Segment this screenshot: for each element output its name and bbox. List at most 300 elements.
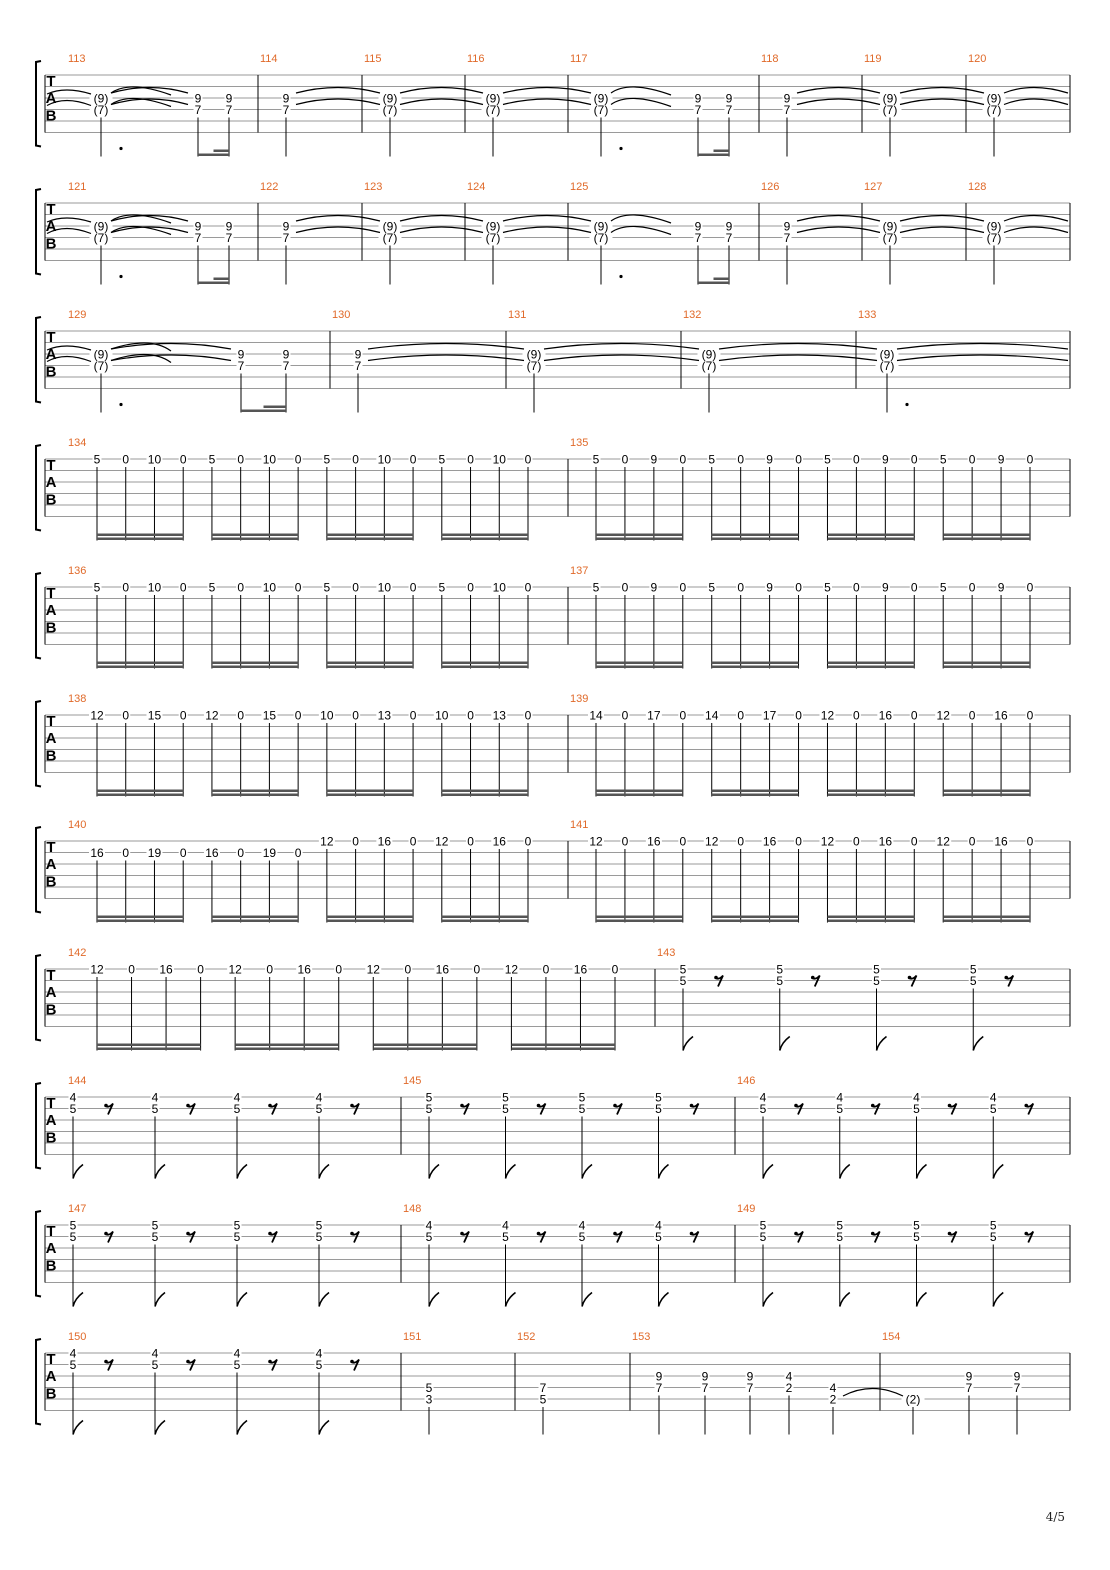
fret-number: 0 — [968, 708, 976, 723]
beam — [827, 920, 914, 923]
tie — [368, 355, 524, 361]
beam — [943, 794, 1030, 797]
fret-number: 0 — [467, 452, 474, 467]
measure-number: 142 — [68, 947, 87, 959]
fret-number: 0 — [237, 846, 245, 860]
fret-number: 5 — [655, 1102, 662, 1116]
beam — [327, 920, 413, 923]
fret-number: 4 — [233, 1346, 241, 1361]
tie — [296, 88, 380, 94]
fret-number: (9) — [593, 91, 609, 106]
system-3 — [36, 317, 1070, 413]
fret-number: (7) — [382, 103, 398, 117]
beam — [712, 666, 799, 669]
tab-clef-letter: B — [45, 619, 57, 637]
fret-number: 5 — [438, 452, 446, 467]
measure-number: 117 — [570, 53, 588, 65]
fret-number: 7 — [783, 231, 791, 245]
eighth-rest-dot — [350, 1104, 354, 1108]
fret-number: 5 — [323, 580, 331, 595]
measure-number: 154 — [882, 1331, 901, 1343]
rhythm-dot — [619, 147, 622, 150]
beam — [511, 1048, 615, 1051]
eighth-rest-dot — [811, 976, 815, 980]
fret-number: 4 — [829, 1381, 837, 1395]
fret-number: 7 — [694, 103, 702, 117]
tab-clef-letter: T — [46, 712, 56, 730]
eighth-rest-dot — [908, 976, 912, 980]
measure-number: 149 — [737, 1203, 756, 1215]
fret-number: 0 — [266, 962, 274, 977]
fret-number: 10 — [320, 708, 334, 723]
beam — [198, 282, 229, 285]
fret-number: 4 — [989, 1090, 997, 1105]
beam — [712, 794, 799, 797]
fret-number: (7) — [93, 359, 109, 373]
measure-number: 129 — [68, 309, 87, 321]
fret-number: 17 — [762, 708, 777, 723]
beam — [596, 534, 683, 537]
eighth-rest-dot — [690, 1104, 694, 1108]
fret-number: 0 — [179, 708, 187, 723]
beam — [97, 662, 183, 665]
measure-number: 145 — [403, 1075, 422, 1087]
fret-number: 0 — [352, 708, 359, 723]
fret-number: 12 — [820, 708, 835, 723]
fret-number: (9) — [882, 219, 898, 234]
tie — [296, 227, 380, 233]
fret-number: 12 — [320, 834, 334, 849]
system-1 — [36, 61, 1070, 157]
tie — [900, 227, 984, 233]
tie — [368, 344, 524, 350]
fret-number: (7) — [986, 103, 1002, 117]
rhythm-dot — [119, 275, 122, 278]
fret-number: 4 — [785, 1369, 793, 1384]
tab-clef-letter: A — [45, 1112, 57, 1129]
fret-number: 5 — [873, 962, 880, 977]
fret-number: 4 — [69, 1346, 77, 1361]
fret-number: 9 — [766, 580, 773, 595]
tab-clef-letter: T — [46, 966, 56, 984]
fret-number: (7) — [93, 103, 109, 117]
eighth-rest-dot — [714, 976, 718, 980]
fret-number: 9 — [225, 91, 233, 106]
measure-number: 148 — [403, 1203, 422, 1215]
tab-clef-letter: A — [45, 730, 57, 747]
fret-number: 0 — [524, 452, 532, 467]
fret-number: 15 — [147, 708, 162, 723]
beam — [596, 794, 683, 797]
fret-number: 5 — [592, 452, 600, 467]
fret-number: 7 — [225, 103, 233, 117]
eighth-flag — [683, 1037, 693, 1051]
fret-number: 0 — [128, 962, 135, 977]
fret-number: 0 — [679, 580, 687, 595]
fret-number: 5 — [989, 1218, 997, 1233]
fret-number: 0 — [237, 452, 245, 467]
beam — [97, 920, 183, 923]
beam — [596, 790, 683, 793]
fret-number: 5 — [69, 1230, 77, 1244]
tie — [1004, 99, 1068, 105]
fret-number: 5 — [69, 1218, 77, 1233]
fret-number: 7 — [237, 359, 245, 373]
beam — [442, 916, 528, 919]
fret-number: 0 — [795, 452, 802, 467]
eighth-flag — [582, 1293, 592, 1307]
beam — [511, 1044, 615, 1047]
tab-clef-letter: B — [45, 1129, 57, 1147]
fret-number: 0 — [910, 708, 918, 723]
fret-number: 7 — [194, 103, 202, 117]
fret-number: 19 — [147, 846, 162, 860]
fret-number: 12 — [366, 962, 380, 977]
fret-number: 9 — [783, 91, 791, 106]
system-bracket — [36, 1339, 41, 1425]
eighth-rest-dot — [268, 1360, 272, 1364]
fret-number: 4 — [315, 1346, 323, 1361]
beam — [241, 410, 286, 413]
beam — [943, 666, 1030, 669]
fret-number: 4 — [759, 1090, 767, 1105]
fret-number: 9 — [225, 219, 233, 234]
measure-number: 119 — [864, 53, 882, 65]
fret-number: (9) — [593, 219, 609, 234]
fret-number: 16 — [994, 708, 1008, 723]
fret-number: 12 — [90, 708, 104, 723]
beam — [327, 666, 413, 669]
fret-number: 5 — [233, 1218, 241, 1233]
tab-clef-letter: T — [46, 328, 56, 346]
fret-number: 7 — [354, 359, 362, 373]
beam — [212, 790, 298, 793]
fret-number: 5 — [233, 1230, 241, 1244]
fret-number: 7 — [282, 231, 290, 245]
fret-number: 9 — [881, 580, 889, 595]
fret-number: 0 — [352, 834, 359, 849]
eighth-rest-dot — [871, 1232, 875, 1236]
fret-number: 0 — [294, 452, 302, 467]
fret-number: (9) — [485, 219, 501, 234]
eighth-flag — [506, 1165, 516, 1179]
fret-number: 7 — [282, 359, 290, 373]
fret-number: 9 — [655, 1369, 663, 1384]
beam — [97, 1044, 201, 1047]
measure-number: 134 — [68, 437, 87, 449]
fret-number: 5 — [93, 452, 101, 467]
tie — [400, 216, 483, 222]
page-number: 4/5 — [1045, 1510, 1065, 1524]
fret-number: 10 — [435, 708, 449, 723]
tie — [296, 216, 380, 222]
fret-number: 5 — [776, 974, 784, 988]
fret-number: 9 — [282, 91, 290, 106]
eighth-rest-dot — [537, 1232, 541, 1236]
beam — [442, 920, 528, 923]
fret-number: 5 — [315, 1230, 323, 1244]
fret-number: (7) — [382, 231, 398, 245]
fret-number: 0 — [237, 708, 245, 723]
fret-number: 0 — [1026, 834, 1034, 849]
beam — [714, 150, 730, 153]
fret-number: (9) — [986, 219, 1002, 234]
tie — [611, 98, 671, 106]
eighth-flag — [506, 1293, 516, 1307]
fret-number: 12 — [936, 834, 950, 849]
measure-number: 139 — [570, 693, 589, 705]
fret-number: 5 — [939, 452, 947, 467]
eighth-rest-dot — [1024, 1232, 1028, 1236]
system-2 — [36, 189, 1070, 285]
fret-number: 0 — [679, 708, 687, 723]
fret-number: 5 — [759, 1102, 767, 1116]
fret-number: 5 — [913, 1102, 920, 1116]
fret-number: 0 — [1026, 452, 1034, 467]
system-bracket — [36, 1083, 41, 1169]
fret-number: 16 — [994, 834, 1008, 849]
beam — [212, 662, 298, 665]
fret-number: 0 — [621, 580, 629, 595]
beam — [327, 662, 413, 665]
fret-number: 4 — [233, 1090, 241, 1105]
tie — [719, 344, 877, 350]
fret-number: 0 — [467, 834, 474, 849]
tab-clef-letter: B — [45, 1257, 57, 1275]
beam — [442, 662, 528, 665]
eighth-flag — [840, 1165, 850, 1179]
eighth-rest-dot — [613, 1232, 617, 1236]
fret-number: 5 — [233, 1102, 241, 1116]
fret-number: 5 — [578, 1230, 586, 1244]
measure-number: 123 — [364, 181, 383, 193]
tab-clef-letter: B — [45, 491, 57, 509]
beam — [264, 406, 287, 409]
eighth-flag — [763, 1293, 773, 1307]
fret-number: 15 — [262, 708, 277, 723]
fret-number: (7) — [93, 231, 109, 245]
beam — [827, 662, 914, 665]
fret-number: 0 — [122, 846, 130, 860]
beam — [943, 790, 1030, 793]
fret-number: 5 — [969, 974, 977, 988]
fret-number: 7 — [1013, 1381, 1021, 1395]
measure-number: 140 — [68, 819, 87, 831]
fret-number: 5 — [759, 1218, 767, 1233]
fret-number: 13 — [377, 708, 392, 723]
fret-number: 0 — [737, 834, 745, 849]
eighth-flag — [155, 1293, 165, 1307]
fret-number: 7 — [282, 103, 290, 117]
fret-number: 16 — [90, 846, 104, 860]
eighth-rest-dot — [690, 1232, 694, 1236]
measure-number: 124 — [467, 181, 486, 193]
tab-clef-letter: A — [45, 1368, 57, 1385]
fret-number: 4 — [315, 1090, 323, 1105]
fret-number: 7 — [701, 1381, 709, 1395]
fret-number: (9) — [93, 219, 109, 234]
fret-number: (9) — [93, 91, 109, 106]
eighth-flag — [73, 1165, 83, 1179]
fret-number: (7) — [485, 231, 501, 245]
fret-number: 5 — [824, 452, 831, 467]
tie — [1004, 227, 1068, 233]
beam — [827, 538, 914, 541]
fret-number: 5 — [873, 974, 880, 988]
tab-clef-letter: T — [46, 1094, 56, 1112]
measure-number: 137 — [570, 565, 589, 577]
fret-number: 0 — [237, 580, 245, 595]
tie — [611, 226, 671, 234]
fret-number: 4 — [913, 1090, 920, 1105]
tie — [503, 227, 591, 233]
measure-number: 135 — [570, 437, 589, 449]
fret-number: 5 — [323, 452, 331, 467]
fret-number: 5 — [759, 1230, 767, 1244]
tab-clef-letter: B — [45, 107, 57, 125]
fret-number: 5 — [69, 1102, 77, 1116]
system-bracket — [36, 827, 41, 913]
fret-number: 9 — [282, 219, 290, 234]
eighth-rest-dot — [613, 1104, 617, 1108]
system-bracket — [36, 61, 41, 147]
fret-number: 9 — [965, 1369, 973, 1384]
fret-number: 0 — [795, 580, 802, 595]
tie — [544, 355, 699, 361]
fret-number: 16 — [205, 846, 219, 860]
measure-number: 126 — [761, 181, 780, 193]
eighth-rest-dot — [460, 1104, 464, 1108]
eighth-flag — [319, 1165, 329, 1179]
beam — [373, 1044, 477, 1047]
fret-number: 12 — [936, 708, 950, 723]
fret-number: 9 — [701, 1369, 709, 1384]
fret-number: 0 — [621, 452, 629, 467]
fret-number: 2 — [785, 1381, 793, 1395]
fret-number: 5 — [578, 1090, 586, 1105]
fret-number: 14 — [705, 708, 719, 723]
fret-number: 0 — [467, 580, 474, 595]
fret-number: 16 — [435, 962, 450, 977]
fret-number: 0 — [352, 580, 359, 595]
tab-clef-letter: A — [45, 346, 57, 363]
beam — [712, 790, 799, 793]
fret-number: 4 — [69, 1090, 77, 1105]
fret-number: 5 — [824, 580, 831, 595]
fret-number: 0 — [179, 580, 187, 595]
beam — [943, 662, 1030, 665]
fret-number: 10 — [147, 452, 162, 467]
fret-number: 5 — [502, 1230, 509, 1244]
beam — [212, 794, 298, 797]
eighth-flag — [582, 1165, 592, 1179]
eighth-flag — [319, 1293, 329, 1307]
fret-number: 13 — [492, 708, 506, 723]
beam — [712, 920, 799, 923]
fret-number: 0 — [122, 452, 130, 467]
beam — [827, 916, 914, 919]
beam — [212, 916, 298, 919]
fret-number: 5 — [502, 1102, 509, 1116]
fret-number: 0 — [542, 962, 550, 977]
beam — [97, 794, 183, 797]
tie — [719, 355, 877, 361]
eighth-rest-dot — [871, 1104, 875, 1108]
fret-number: 0 — [910, 580, 918, 595]
tie — [611, 87, 671, 95]
fret-number: 16 — [377, 834, 392, 849]
eighth-rest-dot — [104, 1232, 108, 1236]
eighth-rest-dot — [186, 1232, 190, 1236]
tie — [897, 344, 1068, 350]
fret-number: 0 — [467, 708, 474, 723]
eighth-rest-dot — [104, 1104, 108, 1108]
eighth-rest-dot — [794, 1104, 798, 1108]
beam — [97, 538, 183, 541]
beam — [442, 534, 528, 537]
fret-number: 9 — [354, 347, 362, 362]
fret-number: 9 — [282, 347, 290, 362]
tab-clef-letter: A — [45, 218, 57, 235]
fret-number: (7) — [882, 231, 898, 245]
fret-number: (9) — [879, 347, 895, 362]
fret-number: 0 — [621, 834, 629, 849]
fret-number: 4 — [425, 1218, 433, 1233]
measure-number: 127 — [864, 181, 883, 193]
system-bracket — [36, 573, 41, 659]
fret-number: 16 — [878, 708, 893, 723]
beam — [712, 916, 799, 919]
eighth-flag — [155, 1421, 165, 1435]
fret-number: (9) — [93, 347, 109, 362]
fret-number: 4 — [151, 1346, 159, 1361]
tie — [897, 355, 1068, 361]
fret-number: 4 — [578, 1218, 586, 1233]
fret-number: (9) — [382, 91, 398, 106]
tie — [503, 99, 591, 105]
measure-number: 133 — [858, 309, 877, 321]
measure-number: 120 — [968, 53, 987, 65]
tab-clef-letter: B — [45, 873, 57, 891]
tie — [503, 88, 591, 94]
tie — [503, 216, 591, 222]
tab-clef-letter: T — [46, 72, 56, 90]
eighth-rest-dot — [794, 1232, 798, 1236]
fret-number: 0 — [524, 580, 532, 595]
tie — [400, 227, 483, 233]
beam — [827, 790, 914, 793]
measure-number: 128 — [968, 181, 987, 193]
fret-number: (9) — [526, 347, 542, 362]
system-bracket — [36, 189, 41, 275]
fret-number: 0 — [853, 834, 860, 849]
beam — [712, 534, 799, 537]
rhythm-dot — [119, 147, 122, 150]
system-bracket — [36, 317, 41, 403]
fret-number: 5 — [969, 962, 977, 977]
eighth-rest-dot — [948, 1104, 952, 1108]
tie — [544, 344, 699, 350]
fret-number: 0 — [179, 846, 187, 860]
fret-number: (7) — [485, 103, 501, 117]
measure-number: 153 — [632, 1331, 651, 1343]
tab-clef-letter: T — [46, 456, 56, 474]
fret-number: 16 — [573, 962, 588, 977]
fret-number: (7) — [593, 103, 609, 117]
fret-number: 9 — [725, 219, 733, 234]
measure-number: 131 — [508, 309, 527, 321]
tie — [843, 1389, 903, 1397]
